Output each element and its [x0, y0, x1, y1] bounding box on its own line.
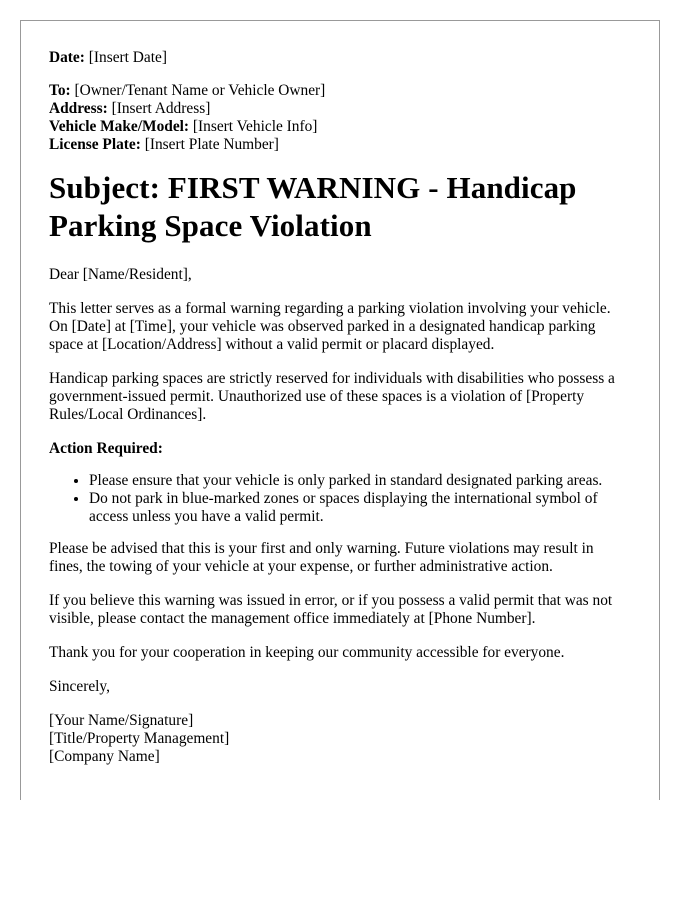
signature-block — [49, 712, 631, 766]
to-label: To: — [49, 82, 71, 99]
list-item: • Do not park in blue-marked zones or spaces displaying the international symbol of access unless you have a valid permit. — [89, 490, 631, 526]
to-value: [Owner/Tenant Name or Vehicle Owner] — [70, 82, 326, 99]
signer-name: [Your Name/Signature] — [49, 712, 194, 729]
paragraph-first-warning: Please be advised that this is your first and only warning. Future violations may result in fines, the towing of your vehicle at your expense, or further administrative action. — [49, 540, 594, 575]
action-list — [49, 472, 631, 526]
date-value: [Insert Date] — [84, 49, 167, 66]
plate-value: [Insert Plate Number] — [140, 136, 279, 153]
paragraph-contact: If you believe this warning was issued in error, or if you possess a valid permit that was not visible, please contact the management office immediately at [Phone Number]. — [49, 592, 613, 627]
address-value: [Insert Address] — [107, 100, 211, 117]
vehicle-value: [Insert Vehicle Info] — [189, 118, 318, 135]
address-label: Address: — [49, 100, 108, 117]
valediction: Sincerely, — [49, 678, 110, 695]
recipient-block — [49, 82, 631, 154]
date-line — [49, 49, 631, 67]
plate-label: License Plate: — [49, 136, 141, 153]
salutation: Dear [Name/Resident], — [49, 266, 192, 283]
paragraph-reserved-spaces: Handicap parking spaces are strictly reserved for individuals with disabilities who possess a government-issued permit. Unauthorized use of these spaces is a violation of [Property Rules/Local Ordinances]. — [49, 370, 615, 423]
paragraph-violation-notice: This letter serves as a formal warning regarding a parking violation involving your vehicle. On [Date] at [Time], your vehicle was observed parked in a designated handicap parking space at [Location/Address] without a valid permit or placard displayed. — [49, 300, 611, 353]
action-required-heading: Action Required: — [49, 440, 163, 457]
list-item: • Please ensure that your vehicle is only parked in standard designated parking areas. — [89, 472, 631, 490]
signer-company: [Company Name] — [49, 748, 160, 765]
signer-title: [Title/Property Management] — [49, 730, 230, 747]
date-label: Date: — [49, 49, 85, 66]
paragraph-thanks: Thank you for your cooperation in keeping our community accessible for everyone. — [49, 644, 565, 661]
vehicle-label: Vehicle Make/Model: — [49, 118, 190, 135]
letter-page — [20, 20, 660, 800]
subject-heading: Subject: FIRST WARNING - Handicap Parking Space Violation — [49, 170, 577, 243]
